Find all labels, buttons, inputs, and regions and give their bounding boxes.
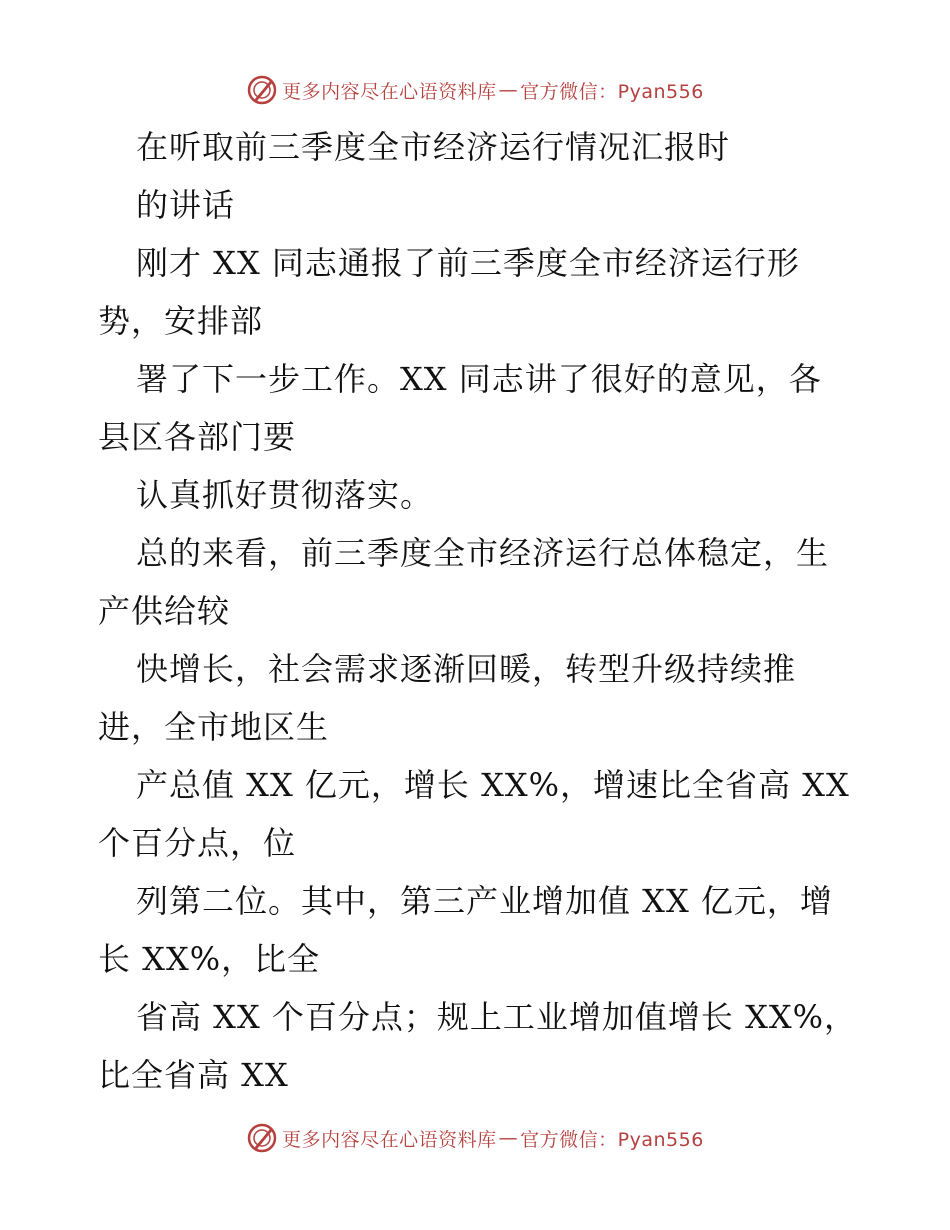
watermark-brand: 官方微信：Pyan556 <box>520 80 704 103</box>
text-line: 的讲话 <box>136 186 236 224</box>
text-line: 刚才 XX 同志通报了前三季度全市经济运行形 <box>136 244 800 282</box>
quill-pen-logo-icon <box>246 1122 278 1154</box>
watermark-text: 更多内容尽在心语资料库 <box>282 80 497 103</box>
text-line: 快增长，社会需求逐渐回暖，转型升级持续推 <box>136 650 797 688</box>
quill-pen-logo-icon <box>246 74 278 106</box>
text-line: 县区各部门要 <box>98 418 297 456</box>
text-line: 势，安排部 <box>98 302 264 340</box>
text-line: 比全省高 XX <box>98 1056 289 1094</box>
watermark-separator: — <box>498 1127 519 1149</box>
text-line: 省高 XX 个百分点；规上工业增加值增长 XX%， <box>136 998 858 1036</box>
text-line: 产供给较 <box>98 592 231 630</box>
text-line: 进，全市地区生 <box>98 708 330 746</box>
text-line: 在听取前三季度全市经济运行情况汇报时 <box>136 128 731 166</box>
document-body <box>98 118 858 1104</box>
text-line: 个百分点，位 <box>98 824 297 862</box>
watermark-brand: 官方微信：Pyan556 <box>520 1128 704 1151</box>
text-line: 长 XX%，比全 <box>98 940 321 978</box>
header-watermark <box>0 70 950 110</box>
watermark-text: 更多内容尽在心语资料库 <box>282 1128 497 1151</box>
text-line: 认真抓好贯彻落实。 <box>136 476 434 514</box>
watermark-separator: — <box>498 79 519 101</box>
text-line: 署了下一步工作。XX 同志讲了很好的意见，各 <box>136 360 822 398</box>
text-line: 总的来看，前三季度全市经济运行总体稳定，生 <box>136 534 830 572</box>
text-line: 列第二位。其中，第三产业增加值 XX 亿元，增 <box>136 882 833 920</box>
footer-watermark <box>0 1118 950 1158</box>
text-line: 产总值 XX 亿元，增长 XX%，增速比全省高 XX <box>136 766 850 804</box>
